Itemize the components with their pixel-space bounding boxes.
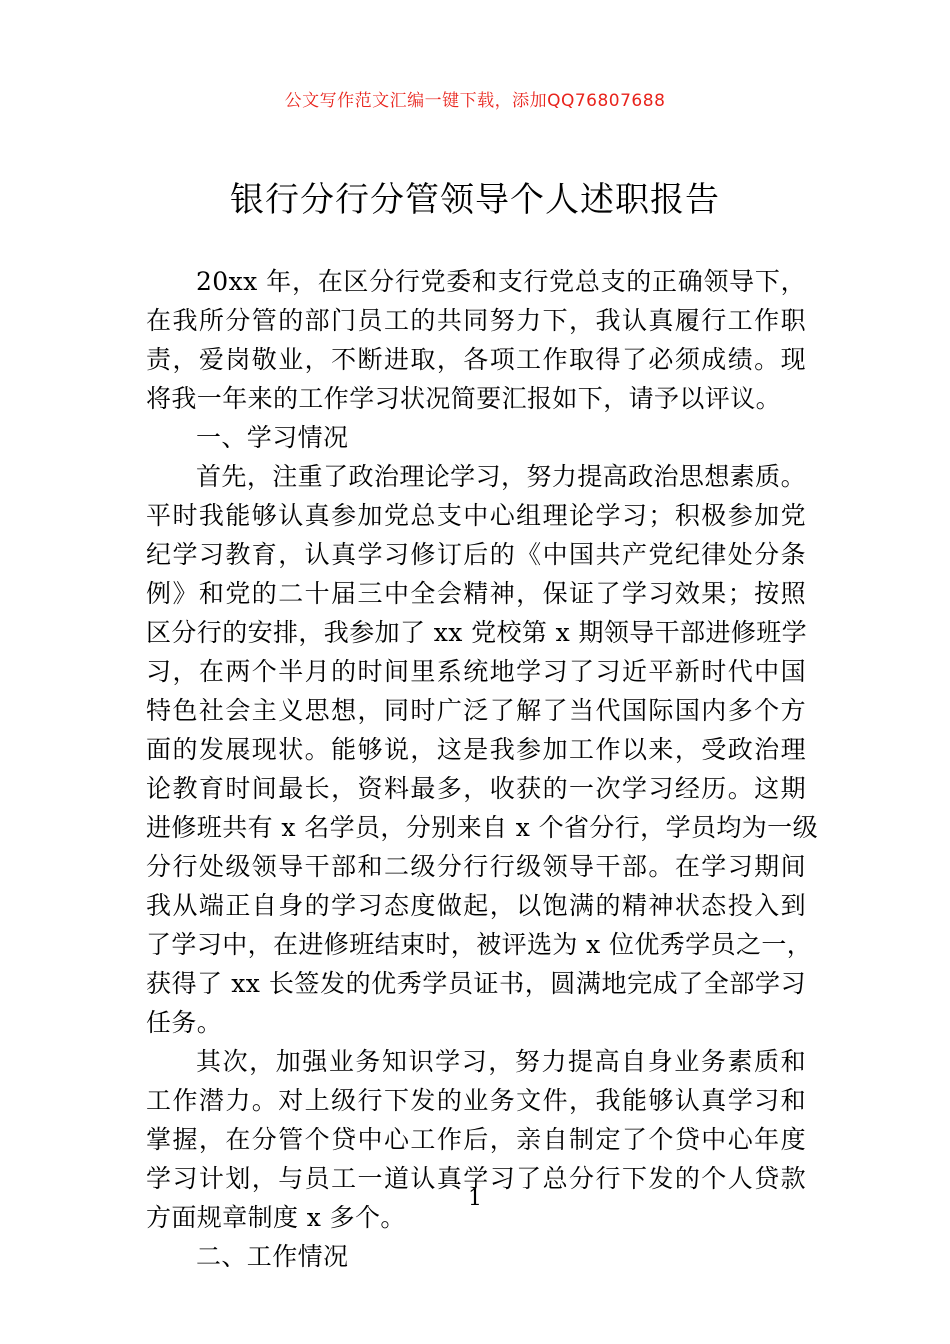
paragraph-line: 将我一年来的工作学习状况简要汇报如下，请予以评议。 [146, 384, 782, 413]
section-heading: 二、工作情况 [196, 1242, 349, 1271]
paragraph-line: 20xx 年，在区分行党委和支行党总支的正确领导下， [196, 267, 806, 296]
body-text [146, 262, 818, 1276]
section-heading: 一、学习情况 [196, 423, 349, 452]
paragraph-line: 我从端正自身的学习态度做起，以饱满的精神状态投入到 [146, 891, 806, 920]
paragraph-line: 习，在两个半月的时间里系统地学习了习近平新时代中国 [146, 657, 806, 686]
header-note: 公文写作范文汇编一键下载，添加QQ76807688 [284, 91, 666, 111]
paragraph-line: 进修班共有 x 名学员，分别来自 x 个省分行，学员均为一级 [146, 813, 818, 842]
paragraph-line: 其次，加强业务知识学习，努力提高自身业务素质和 [196, 1047, 806, 1076]
paragraph-line: 了学习中，在进修班结束时，被评选为 x 位优秀学员之一， [146, 930, 813, 959]
paragraph-line: 在我所分管的部门员工的共同努力下，我认真履行工作职 [146, 306, 806, 335]
paragraph-line: 分行处级领导干部和二级分行行级领导干部。在学习期间 [146, 852, 806, 881]
paragraph-line: 平时我能够认真参加党总支中心组理论学习；积极参加党 [146, 501, 806, 530]
paragraph-line: 面的发展现状。能够说，这是我参加工作以来，受政治理 [146, 735, 806, 764]
paragraph-line: 方面规章制度 x 多个。 [146, 1203, 406, 1232]
paragraph-line: 工作潜力。对上级行下发的业务文件，我能够认真学习和 [146, 1086, 806, 1115]
paragraph-line: 例》和党的二十届三中全会精神，保证了学习效果；按照 [146, 579, 806, 608]
paragraph-line: 首先，注重了政治理论学习，努力提高政治思想素质。 [196, 462, 806, 491]
paragraph-line: 论教育时间最长，资料最多，收获的一次学习经历。这期 [146, 774, 806, 803]
paragraph-line: 任务。 [146, 1008, 223, 1037]
paragraph-line: 区分行的安排，我参加了 xx 党校第 x 期领导干部进修班学 [146, 618, 808, 647]
document-title: 银行分行分管领导个人述职报告 [230, 180, 720, 220]
paragraph-line: 特色社会主义思想，同时广泛了解了当代国际国内多个方 [146, 696, 806, 725]
paragraph-line: 责，爱岗敬业，不断进取，各项工作取得了必须成绩。现 [146, 345, 806, 374]
paragraph-line: 纪学习教育，认真学习修订后的《中国共产党纪律处分条 [146, 540, 806, 569]
paragraph-line: 获得了 xx 长签发的优秀学员证书，圆满地完成了全部学习 [146, 969, 806, 998]
page-number: 1 [468, 1186, 482, 1211]
paragraph-line: 学习计划，与员工一道认真学习了总分行下发的个人贷款 [146, 1164, 806, 1193]
paragraph-line: 掌握，在分管个贷中心工作后，亲自制定了个贷中心年度 [146, 1125, 806, 1154]
